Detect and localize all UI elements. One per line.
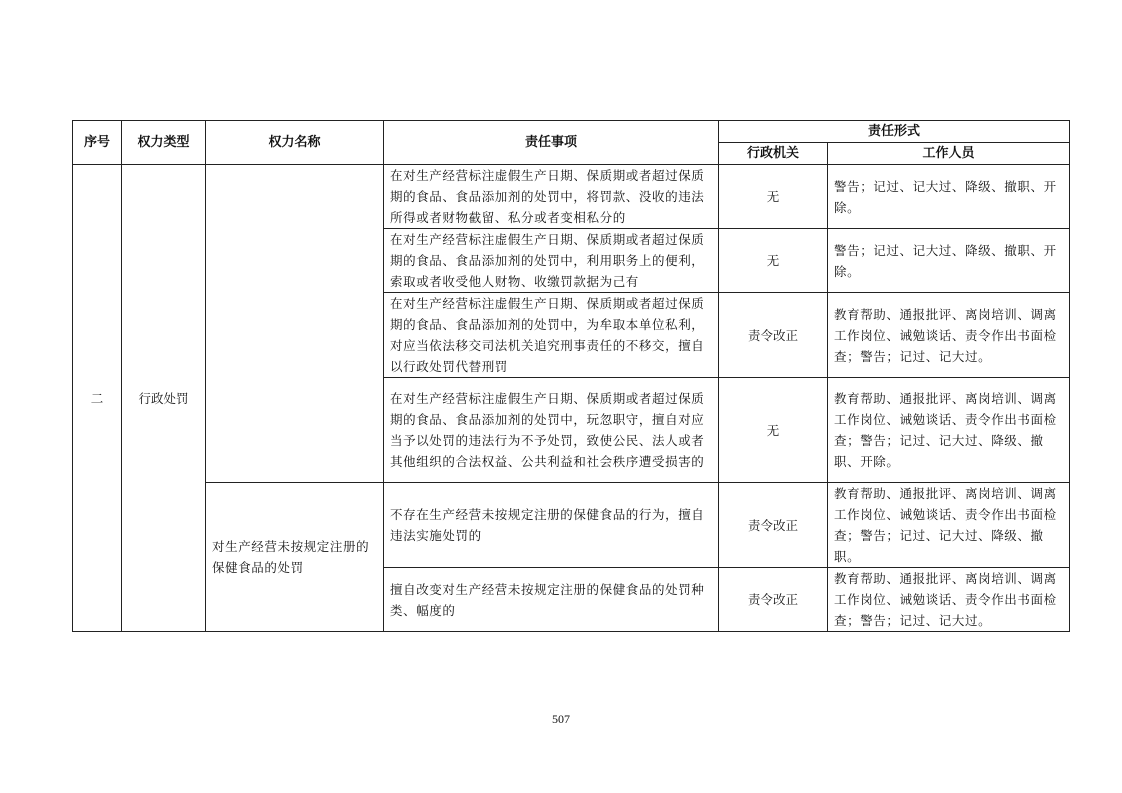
- agency-cell: 无: [719, 378, 828, 483]
- header-seq: 序号: [73, 121, 122, 165]
- agency-cell: 责令改正: [719, 568, 828, 632]
- header-form: 责任形式: [719, 121, 1070, 143]
- matter-cell: 在对生产经营标注虚假生产日期、保质期或者超过保质期的食品、食品添加剂的处罚中，将罚款、没收的违法所得或者财物截留、私分或者变相私分的: [384, 165, 719, 229]
- header-power-type: 权力类型: [122, 121, 206, 165]
- responsibility-table: [72, 120, 1070, 632]
- power-name-cell-2: 对生产经营未按规定注册的保健食品的处罚: [206, 483, 384, 632]
- staff-cell: 教育帮助、通报批评、离岗培训、调离工作岗位、诫勉谈话、责令作出书面检查；警告；记过、记大过、降级、撤职。: [828, 483, 1070, 568]
- seq-cell: 二: [73, 165, 122, 632]
- power-type-cell: 行政处罚: [122, 165, 206, 632]
- agency-cell: 无: [719, 229, 828, 293]
- agency-cell: 无: [719, 165, 828, 229]
- page-number: 507: [552, 712, 570, 726]
- header-agency: 行政机关: [719, 143, 828, 165]
- staff-cell: 教育帮助、通报批评、离岗培训、调离工作岗位、诫勉谈话、责令作出书面检查；警告；记过、记大过、降级、撤职、开除。: [828, 378, 1070, 483]
- staff-cell: 教育帮助、通报批评、离岗培训、调离工作岗位、诫勉谈话、责令作出书面检查；警告；记过、记大过。: [828, 568, 1070, 632]
- matter-cell: 在对生产经营标注虚假生产日期、保质期或者超过保质期的食品、食品添加剂的处罚中，利用职务上的便利，索取或者收受他人财物、收缴罚款据为己有: [384, 229, 719, 293]
- table-row: [73, 165, 1070, 229]
- header-responsibility: 责任事项: [384, 121, 719, 165]
- matter-cell: 在对生产经营标注虚假生产日期、保质期或者超过保质期的食品、食品添加剂的处罚中，为牟取本单位私利，对应当依法移交司法机关追究刑事责任的不移交，擅自以行政处罚代替刑罚: [384, 293, 719, 378]
- agency-cell: 责令改正: [719, 483, 828, 568]
- header-power-name: 权力名称: [206, 121, 384, 165]
- table-row: [73, 483, 1070, 568]
- header-staff: 工作人员: [828, 143, 1070, 165]
- matter-cell: 不存在生产经营未按规定注册的保健食品的行为，擅自违法实施处罚的: [384, 483, 719, 568]
- matter-cell: 擅自改变对生产经营未按规定注册的保健食品的处罚种类、幅度的: [384, 568, 719, 632]
- agency-cell: 责令改正: [719, 293, 828, 378]
- staff-cell: 教育帮助、通报批评、离岗培训、调离工作岗位、诫勉谈话、责令作出书面检查；警告；记过、记大过。: [828, 293, 1070, 378]
- staff-cell: 警告；记过、记大过、降级、撤职、开除。: [828, 229, 1070, 293]
- matter-cell: 在对生产经营标注虚假生产日期、保质期或者超过保质期的食品、食品添加剂的处罚中，玩忽职守，擅自对应当予以处罚的违法行为不予处罚，致使公民、法人或者其他组织的合法权益、公共利益和社会秩序遭受损害的: [384, 378, 719, 483]
- power-name-cell-1: [206, 165, 384, 483]
- staff-cell: 警告；记过、记大过、降级、撤职、开除。: [828, 165, 1070, 229]
